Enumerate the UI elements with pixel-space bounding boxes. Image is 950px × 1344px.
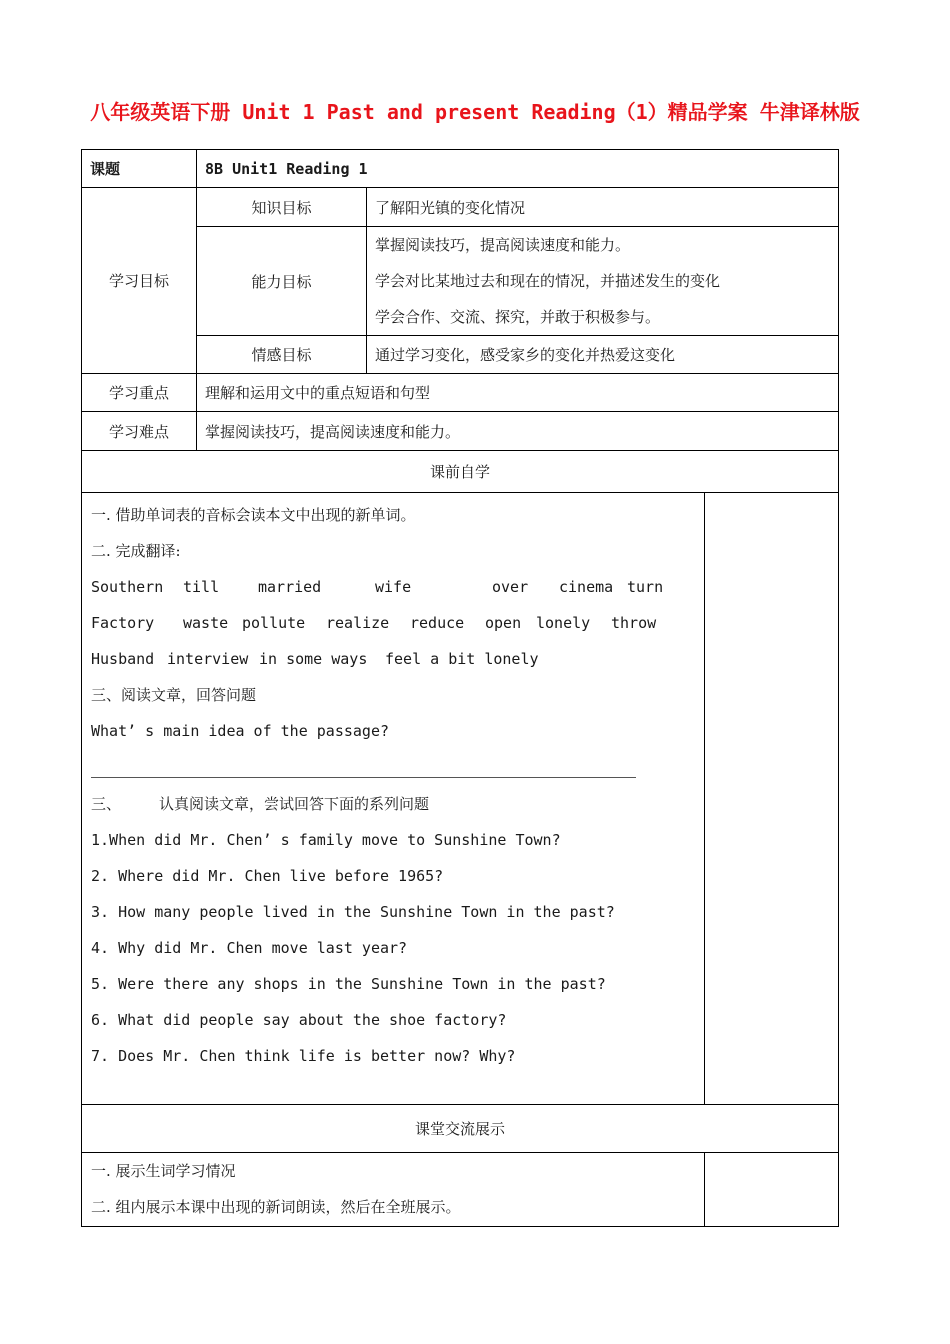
- inclass-heading-row: [82, 1105, 839, 1153]
- emotion-goal-label: 情感目标: [197, 336, 367, 374]
- goals-label: 学习目标: [82, 188, 197, 374]
- question-5: 5. Were there any shops in the Sunshine Town in the past?: [91, 975, 606, 993]
- knowledge-goal-label: 知识目标: [197, 188, 367, 227]
- word-row-2: [91, 605, 704, 641]
- word: Factory: [91, 614, 155, 632]
- knowledge-goal-row: [82, 188, 839, 227]
- inclass-body-row: [82, 1153, 839, 1227]
- word: cinema: [559, 578, 614, 596]
- preclass-item-3: 三、阅读文章，回答问题: [91, 686, 257, 704]
- word: open: [485, 614, 522, 632]
- page-title: 八年级英语下册 Unit 1 Past and present Reading（1）精品学案 牛津译林版: [90, 100, 860, 124]
- word: waste: [183, 614, 229, 632]
- difficulty-text: 掌握阅读技巧，提高阅读速度和能力。: [197, 412, 839, 451]
- focus-label: 学习重点: [82, 374, 197, 412]
- inclass-item-2: 二. 组内展示本课中出现的新词朗读，然后在全班展示。: [91, 1198, 461, 1216]
- main-idea-question: What’ s main idea of the passage?: [91, 722, 390, 740]
- word-row-3: [91, 641, 704, 677]
- word: turn: [627, 578, 664, 596]
- preclass-item-2: 二. 完成翻译:: [91, 542, 181, 560]
- ability-goal-text: [367, 227, 839, 336]
- preclass-content: [82, 493, 705, 1105]
- ability-line-2: 学会对比某地过去和现在的情况，并描述发生的变化: [375, 272, 721, 290]
- word: reduce: [410, 614, 465, 632]
- emotion-goal-text: 通过学习变化，感受家乡的变化并热爱这变化: [367, 336, 839, 374]
- question-3: 3. How many people lived in the Sunshine Town in the past?: [91, 903, 615, 921]
- preclass-body-row: [82, 493, 839, 1105]
- word-row-1: [91, 569, 704, 605]
- inclass-item-1: 一. 展示生词学习情况: [91, 1162, 236, 1180]
- word: Husband: [91, 650, 155, 668]
- topic-row: [82, 150, 839, 188]
- item-4-number: 三、: [91, 795, 122, 813]
- word: realize: [326, 614, 390, 632]
- question-1: 1.When did Mr. Chen’ s family move to Sunshine Town?: [91, 831, 561, 849]
- focus-row: [82, 374, 839, 412]
- inclass-content: [82, 1153, 705, 1227]
- ability-goal-label: 能力目标: [197, 227, 367, 336]
- preclass-item-1: 一. 借助单词表的音标会读本文中出现的新单词。: [91, 506, 416, 524]
- word: over: [492, 578, 529, 596]
- preclass-heading-row: [82, 451, 839, 493]
- topic-label: 课题: [82, 150, 197, 188]
- inclass-notes-column: [705, 1153, 839, 1227]
- word: throw: [611, 614, 657, 632]
- word: in some ways: [259, 650, 368, 668]
- word: interview: [167, 650, 249, 668]
- word: till: [183, 578, 220, 596]
- word: lonely: [536, 614, 591, 632]
- knowledge-goal-text: 了解阳光镇的变化情况: [367, 188, 839, 227]
- question-7: 7. Does Mr. Chen think life is better now? Why?: [91, 1047, 516, 1065]
- question-4: 4. Why did Mr. Chen move last year?: [91, 939, 408, 957]
- preclass-notes-column: [705, 493, 839, 1105]
- question-6: 6. What did people say about the shoe factory?: [91, 1011, 507, 1029]
- word: wife: [375, 578, 412, 596]
- topic-value: 8B Unit1 Reading 1: [197, 150, 839, 188]
- inclass-heading: 课堂交流展示: [82, 1105, 839, 1153]
- word: pollute: [242, 614, 306, 632]
- difficulty-label: 学习难点: [82, 412, 197, 451]
- answer-blank-line: [91, 749, 636, 778]
- preclass-heading: 课前自学: [82, 451, 839, 493]
- word: Southern: [91, 578, 164, 596]
- ability-line-3: 学会合作、交流、探究，并敢于积极参与。: [375, 308, 661, 326]
- focus-text: 理解和运用文中的重点短语和句型: [197, 374, 839, 412]
- preclass-item-4: [91, 786, 704, 822]
- word: feel a bit lonely: [385, 650, 539, 668]
- item-4-text: 认真阅读文章，尝试回答下面的系列问题: [159, 795, 430, 813]
- ability-line-1: 掌握阅读技巧，提高阅读速度和能力。: [375, 236, 631, 254]
- difficulty-row: [82, 412, 839, 451]
- word: married: [258, 578, 322, 596]
- study-plan-table: [81, 149, 839, 1227]
- question-2: 2. Where did Mr. Chen live before 1965?: [91, 867, 444, 885]
